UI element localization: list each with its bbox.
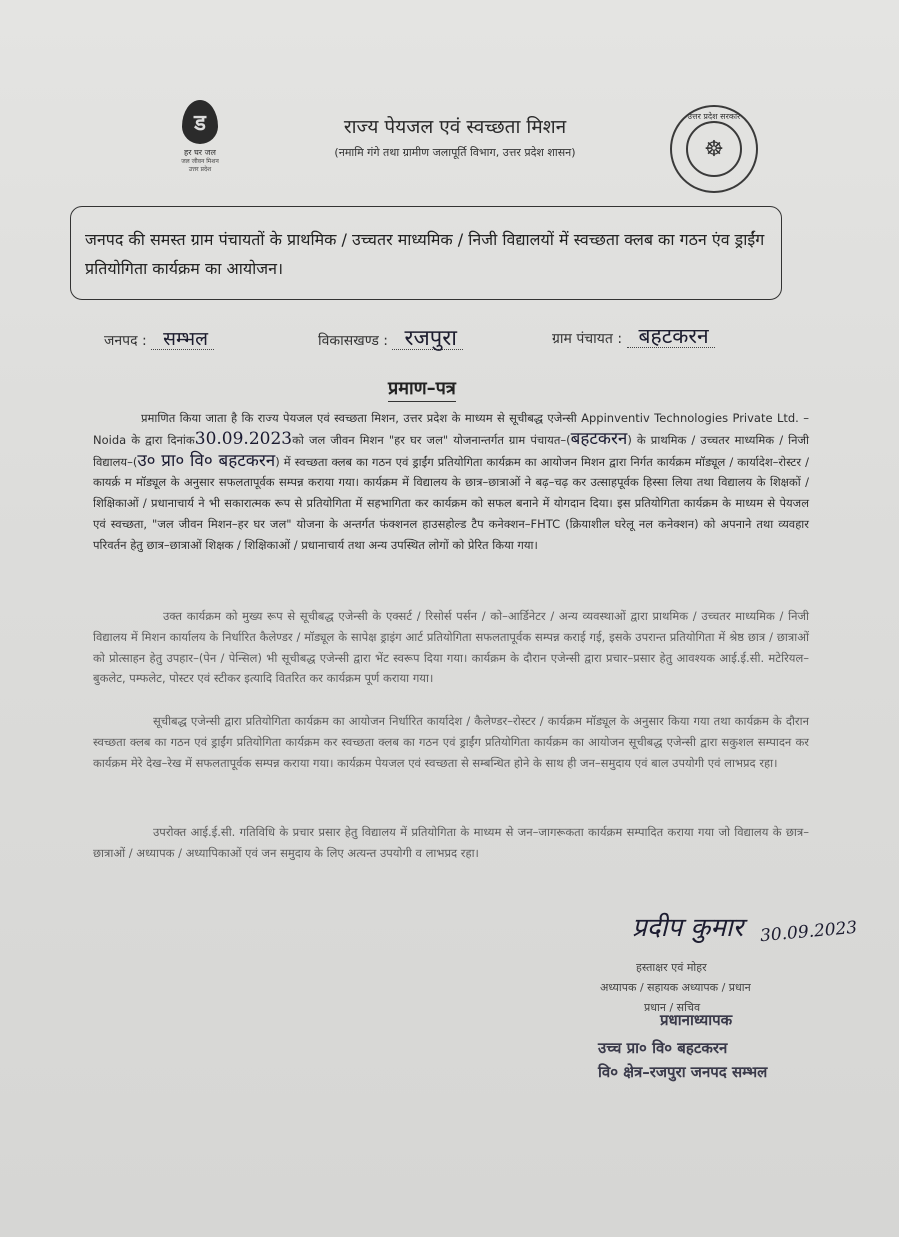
program-date: 30.09.2023 bbox=[194, 428, 293, 449]
district-label: जनपद : bbox=[104, 333, 147, 349]
panchayat-label: ग्राम पंचायत : bbox=[552, 331, 623, 347]
paragraph-1 bbox=[93, 408, 809, 556]
para1-text-b: को जल जीवन मिशन "हर घर जल" योजनान्तर्गत ग्राम पंचायत–( bbox=[292, 432, 571, 447]
logo-subtext-2: उत्तर प्रदेश bbox=[188, 166, 212, 173]
designation-label: अध्यापक / सहायक अध्यापक / प्रधान bbox=[600, 981, 751, 994]
subject-box bbox=[70, 206, 782, 300]
logo-text: हर घर जल bbox=[184, 148, 216, 157]
para1-text-a: प्रमाणित किया जाता है कि राज्य पेयजल एवं स्वच्छता मिशन, उत्तर प्रदेश के माध्यम से सूचीबद्ध एजेन्सी Appinventiv Technologies Private Ltd. – Noida के द्वारा दिनांक bbox=[93, 411, 809, 447]
water-drop-icon: ड bbox=[182, 100, 218, 144]
para1-text-d: ) में स्वच्छता क्लब का गठन एवं ड्राईंग प्रतियोगिता कार्यक्रम का आयोजन मिशन द्वारा निर्गत कार्यक्रम मॉड्यूल / कार्यादेश–रोस्टर / कायर्क्र म मॉड्यूल के अनुसार सफलतापूर्वक सम्पन्न कराया गया। कार्यक्रम में विद्यालय के छात्र–छात्राओं ने बढ़–चढ़ कर उत्साहपूर्वक हिस्सा लिया तथा विद्यालय के शिक्षकों / शिक्षिकाओं / प्रधानाचार्य ने भी सकारात्मक रूप से प्रतियोगिता में सहभागिता कर कार्यक्रम को सफल बनाने में योगदान दिया। इस प्रतियोगिता कार्यक्रम के माध्यम से पेयजल एवं स्वच्छता, "जल जीवन मिशन–हर घर जल" योजना के अन्तर्गत फंक्शनल हाउसहोल्ड टैप कनेक्शन–FHTC (क्रियाशील घरेलू नल कनेक्शन) को अपनाने तथा व्यवहार परिवर्तन हेतु छात्र–छात्राओं शिक्षक / शिक्षिकाओं / प्रधानाचार्य तथा अन्य उपस्थित लोगों को प्रेरित किया गया। bbox=[93, 454, 809, 552]
district-value: सम्भल bbox=[163, 328, 208, 350]
mission-subtitle: (नमामि गंगे तथा ग्रामीण जलापूर्ति विभाग, उत्तर प्रदेश शासन) bbox=[334, 146, 576, 159]
block-field bbox=[318, 322, 463, 352]
emblem-icon: ☸ bbox=[686, 121, 742, 177]
header-title-block bbox=[300, 113, 610, 160]
seal-text: उत्तर प्रदेश सरकार bbox=[687, 112, 741, 121]
up-government-seal bbox=[670, 105, 758, 193]
district-field bbox=[104, 325, 214, 351]
stamp-line-2: उच्च प्रा० वि० बहटकरन bbox=[598, 1039, 728, 1057]
signature-date: 30.09.2023 bbox=[759, 917, 859, 947]
certificate-heading: प्रमाण–पत्र bbox=[388, 376, 456, 402]
har-ghar-jal-logo bbox=[160, 100, 240, 190]
designation-label-2: प्रधान / सचिव bbox=[644, 1001, 701, 1014]
sign-label: हस्ताक्षर एवं मोहर bbox=[636, 961, 707, 974]
para1-text-c: ) के प्राथमिक / उच्चतर माध्यमिक / निजी विद्यालय–( bbox=[93, 432, 810, 469]
subject-text: जनपद की समस्त ग्राम पंचायतों के प्राथमिक / उच्चतर माध्यमिक / निजी विद्यालयों में स्वच्छता क्लब का गठन एंव ड्राईंग प्रतियोगिता कार्यक्रम का आयोजन। bbox=[85, 230, 765, 278]
handwritten-signature: प्रदीप कुमार bbox=[632, 913, 744, 943]
para1-panchayat: बहटकरन bbox=[570, 428, 628, 449]
school-name: उ० प्रा० वि० बहटकरन bbox=[137, 450, 276, 471]
block-value: रजपुरा bbox=[404, 326, 457, 351]
mission-title: राज्य पेयजल एवं स्वच्छता मिशन bbox=[343, 116, 567, 138]
stamp-line-3: वि० क्षेत्र–रजपुरा जनपद सम्भल bbox=[598, 1063, 768, 1081]
paragraph-3: सूचीबद्ध एजेन्सी द्वारा प्रतियोगिता कार्यक्रम का आयोजन निर्धारित कार्यादेश / कैलेण्डर–रोस्टर / कार्यक्रम मॉड्यूल के अनुसार किया गया तथा कार्यक्रम के दौरान स्वच्छता क्लब का गठन एवं ड्राईंग प्रतियोगिता कार्यक्रम कर स्वच्छता क्लब का गठन एवं ड्राईंग प्रतियोगिता कार्यक्रम का आयोजन सूचीबद्ध एजेन्सी द्वारा सकुशल सम्पादन कर कार्यक्रम मेरे देख–रेख में सफलतापूर्वक सम्पन्न कराया गया। कार्यक्रम पेयजल एवं स्वच्छता से सम्बन्धित होने के साथ ही जन–समुदाय एवं बाल उपयोगी एवं लाभप्रद रहा। bbox=[93, 714, 809, 770]
panchayat-field bbox=[552, 322, 715, 350]
paragraph-4: उपरोक्त आई.ई.सी. गतिविधि के प्रचार प्रसार हेतु विद्यालय में प्रतियोगिता के माध्यम से जन–जागरूकता कार्यक्रम सम्पादित कराया गया जो विद्यालय के छात्र–छात्राओं / अध्यापक / अध्यापिकाओं एवं जन समुदाय के लिए अत्यन्त उपयोगी व लाभप्रद रहा। bbox=[93, 825, 809, 860]
block-label: विकासखण्ड : bbox=[318, 333, 389, 349]
logo-subtext: जल जीवन मिशन bbox=[181, 158, 219, 165]
paragraph-2: उक्त कार्यक्रम को मुख्य रूप से सूचीबद्ध एजेन्सी के एक्सर्ट / रिसोर्स पर्सन / को–आर्डिनेटर / अन्य व्यवस्थाओं द्वारा प्राथमिक / उच्चतर माध्यमिक / निजी विद्यालय में मिशन कार्यालय के निर्धारित कैलेण्डर / मॉड्यूल के सापेक्ष ड्राइंग आर्ट प्रतियोगिता सफलतापूर्वक सम्पन्न कराई गई, इसके उपरान्त प्रतियोगिता में श्रेष्ठ छात्र / छात्राओं को प्रोत्साहन हेतु उपहार–(पेन / पेन्सिल) भी सूचीबद्ध एजेन्सी द्वारा भेंट स्वरूप दिया गया। कार्यक्रम के दौरान एजेन्सी द्वारा प्रचार–प्रसार हेतु आवश्यक आई.ई.सी. मटेरियल–बुकलेट, पम्फलेट, पोस्टर एवं स्टीकर इत्यादि वितरित कर कार्यक्रम पूर्ण कराया गया। bbox=[93, 609, 809, 686]
stamp-line-1: प्रधानाध्यापक bbox=[660, 1011, 733, 1029]
panchayat-value: बहटकरन bbox=[638, 324, 709, 348]
